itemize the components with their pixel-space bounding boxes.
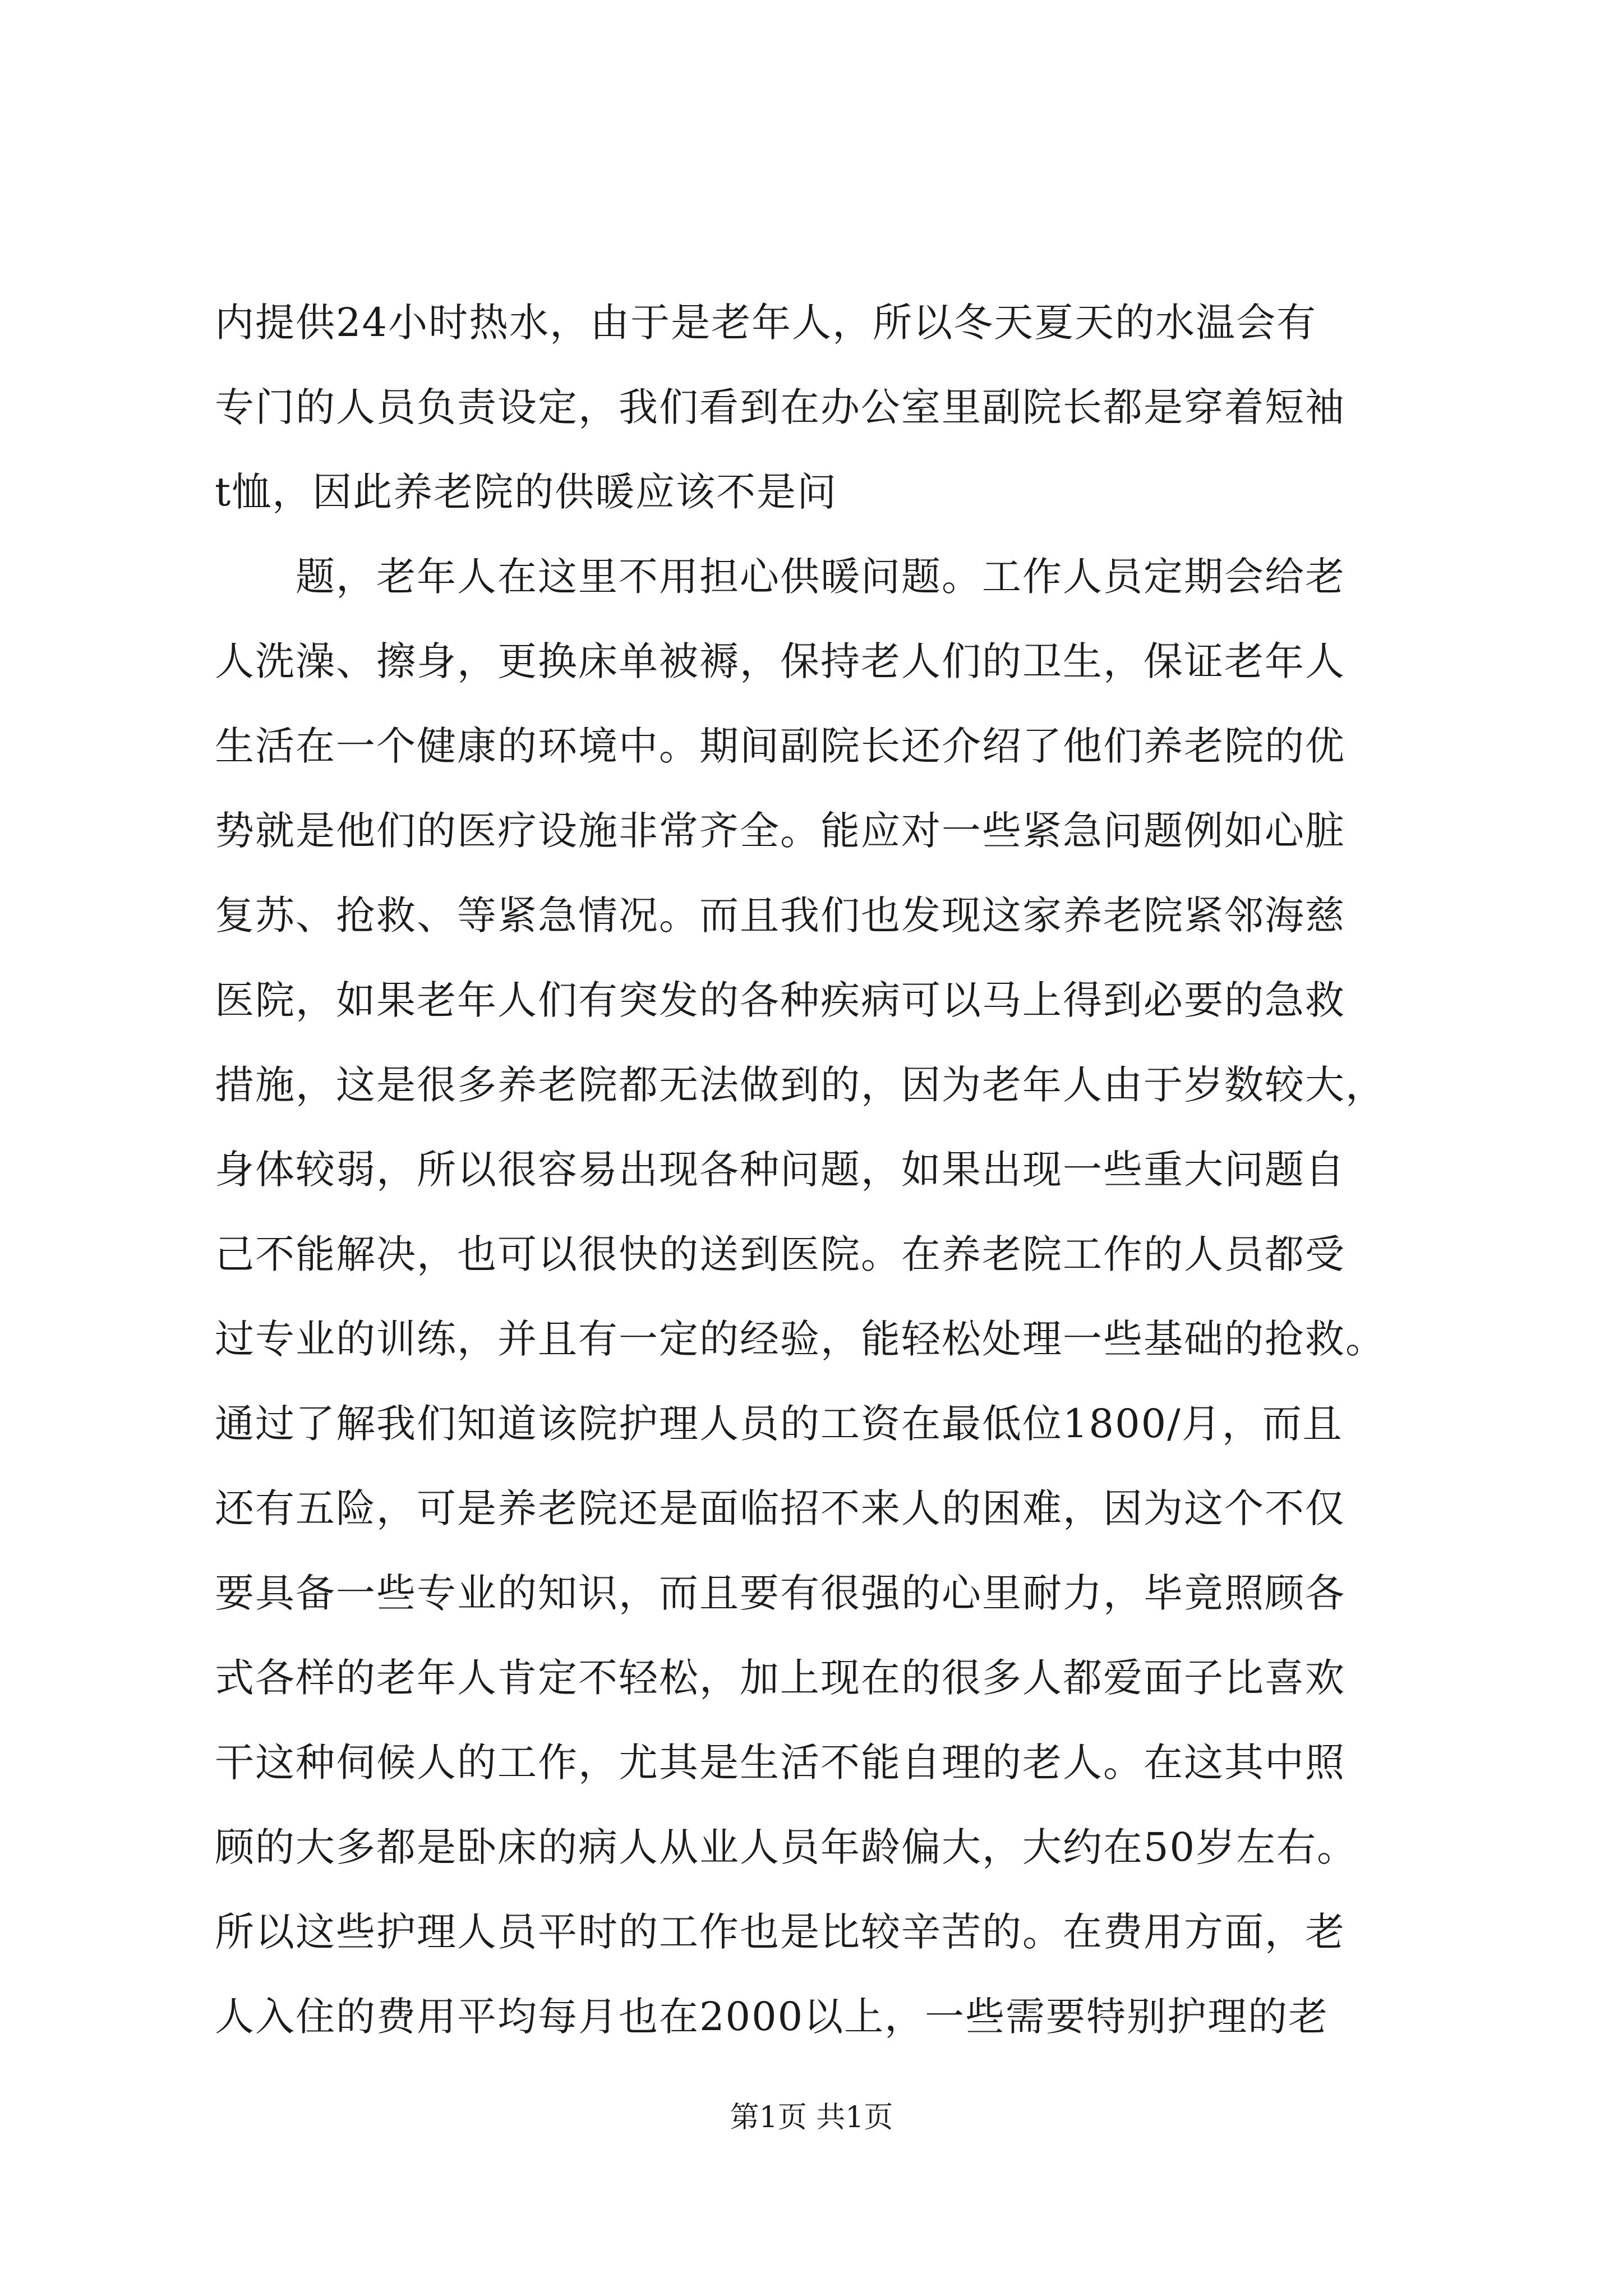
- text-line: 专门的人员负责设定，我们看到在办公室里副院长都是穿着短袖: [215, 384, 1345, 430]
- text-line: 通过了解我们知道该院护理人员的工资在最低位1800/月，而且: [215, 1401, 1343, 1447]
- text-line: 要具备一些专业的知识，而且要有很强的心里耐力，毕竟照顾各: [215, 1570, 1345, 1616]
- text-line: t恤，因此养老院的供暖应该不是问: [215, 469, 838, 515]
- text-line: 医院，如果老年人们有突发的各种疾病可以马上得到必要的急救: [215, 977, 1345, 1023]
- text-line: 措施，这是很多养老院都无法做到的，因为老年人由于岁数较大，: [215, 1062, 1386, 1108]
- page-number-label: 第1页 共1页: [730, 2101, 893, 2134]
- text-line: 势就是他们的医疗设施非常齐全。能应对一些紧急问题例如心脏: [215, 808, 1345, 854]
- text-line: 顾的大多都是卧床的病人从业人员年龄偏大，大约在50岁左右。: [215, 1824, 1358, 1870]
- text-line: 式各样的老年人肯定不轻松，加上现在的很多人都爱面子比喜欢: [215, 1655, 1345, 1701]
- text-line: 所以这些护理人员平时的工作也是比较辛苦的。在费用方面，老: [215, 1909, 1345, 1955]
- text-line: 身体较弱，所以很容易出现各种问题，如果出现一些重大问题自: [215, 1147, 1345, 1193]
- text-line: 过专业的训练，并且有一定的经验，能轻松处理一些基础的抢救。: [215, 1316, 1386, 1362]
- text-line: 人入住的费用平均每月也在2000以上，一些需要特别护理的老: [215, 1994, 1329, 2040]
- text-line: 还有五险，可是养老院还是面临招不来人的困难，因为这个不仅: [215, 1485, 1345, 1531]
- text-line: 干这种伺候人的工作，尤其是生活不能自理的老人。在这其中照: [215, 1740, 1345, 1786]
- text-line: 生活在一个健康的环境中。期间副院长还介绍了他们养老院的优: [215, 723, 1345, 769]
- text-line: 人洗澡、擦身，更换床单被褥，保持老人们的卫生，保证老年人: [215, 638, 1345, 684]
- text-line: 题，老年人在这里不用担心供暖问题。工作人员定期会给老: [215, 554, 1345, 600]
- text-line: 内提供24小时热水，由于是老年人，所以冬天夏天的水温会有: [215, 300, 1317, 346]
- body-text: [215, 280, 1415, 2059]
- text-line: 复苏、抢救、等紧急情况。而且我们也发现这家养老院紧邻海慈: [215, 892, 1345, 938]
- text-line: 己不能解决，也可以很快的送到医院。在养老院工作的人员都受: [215, 1231, 1345, 1277]
- page-footer: [0, 2095, 1623, 2140]
